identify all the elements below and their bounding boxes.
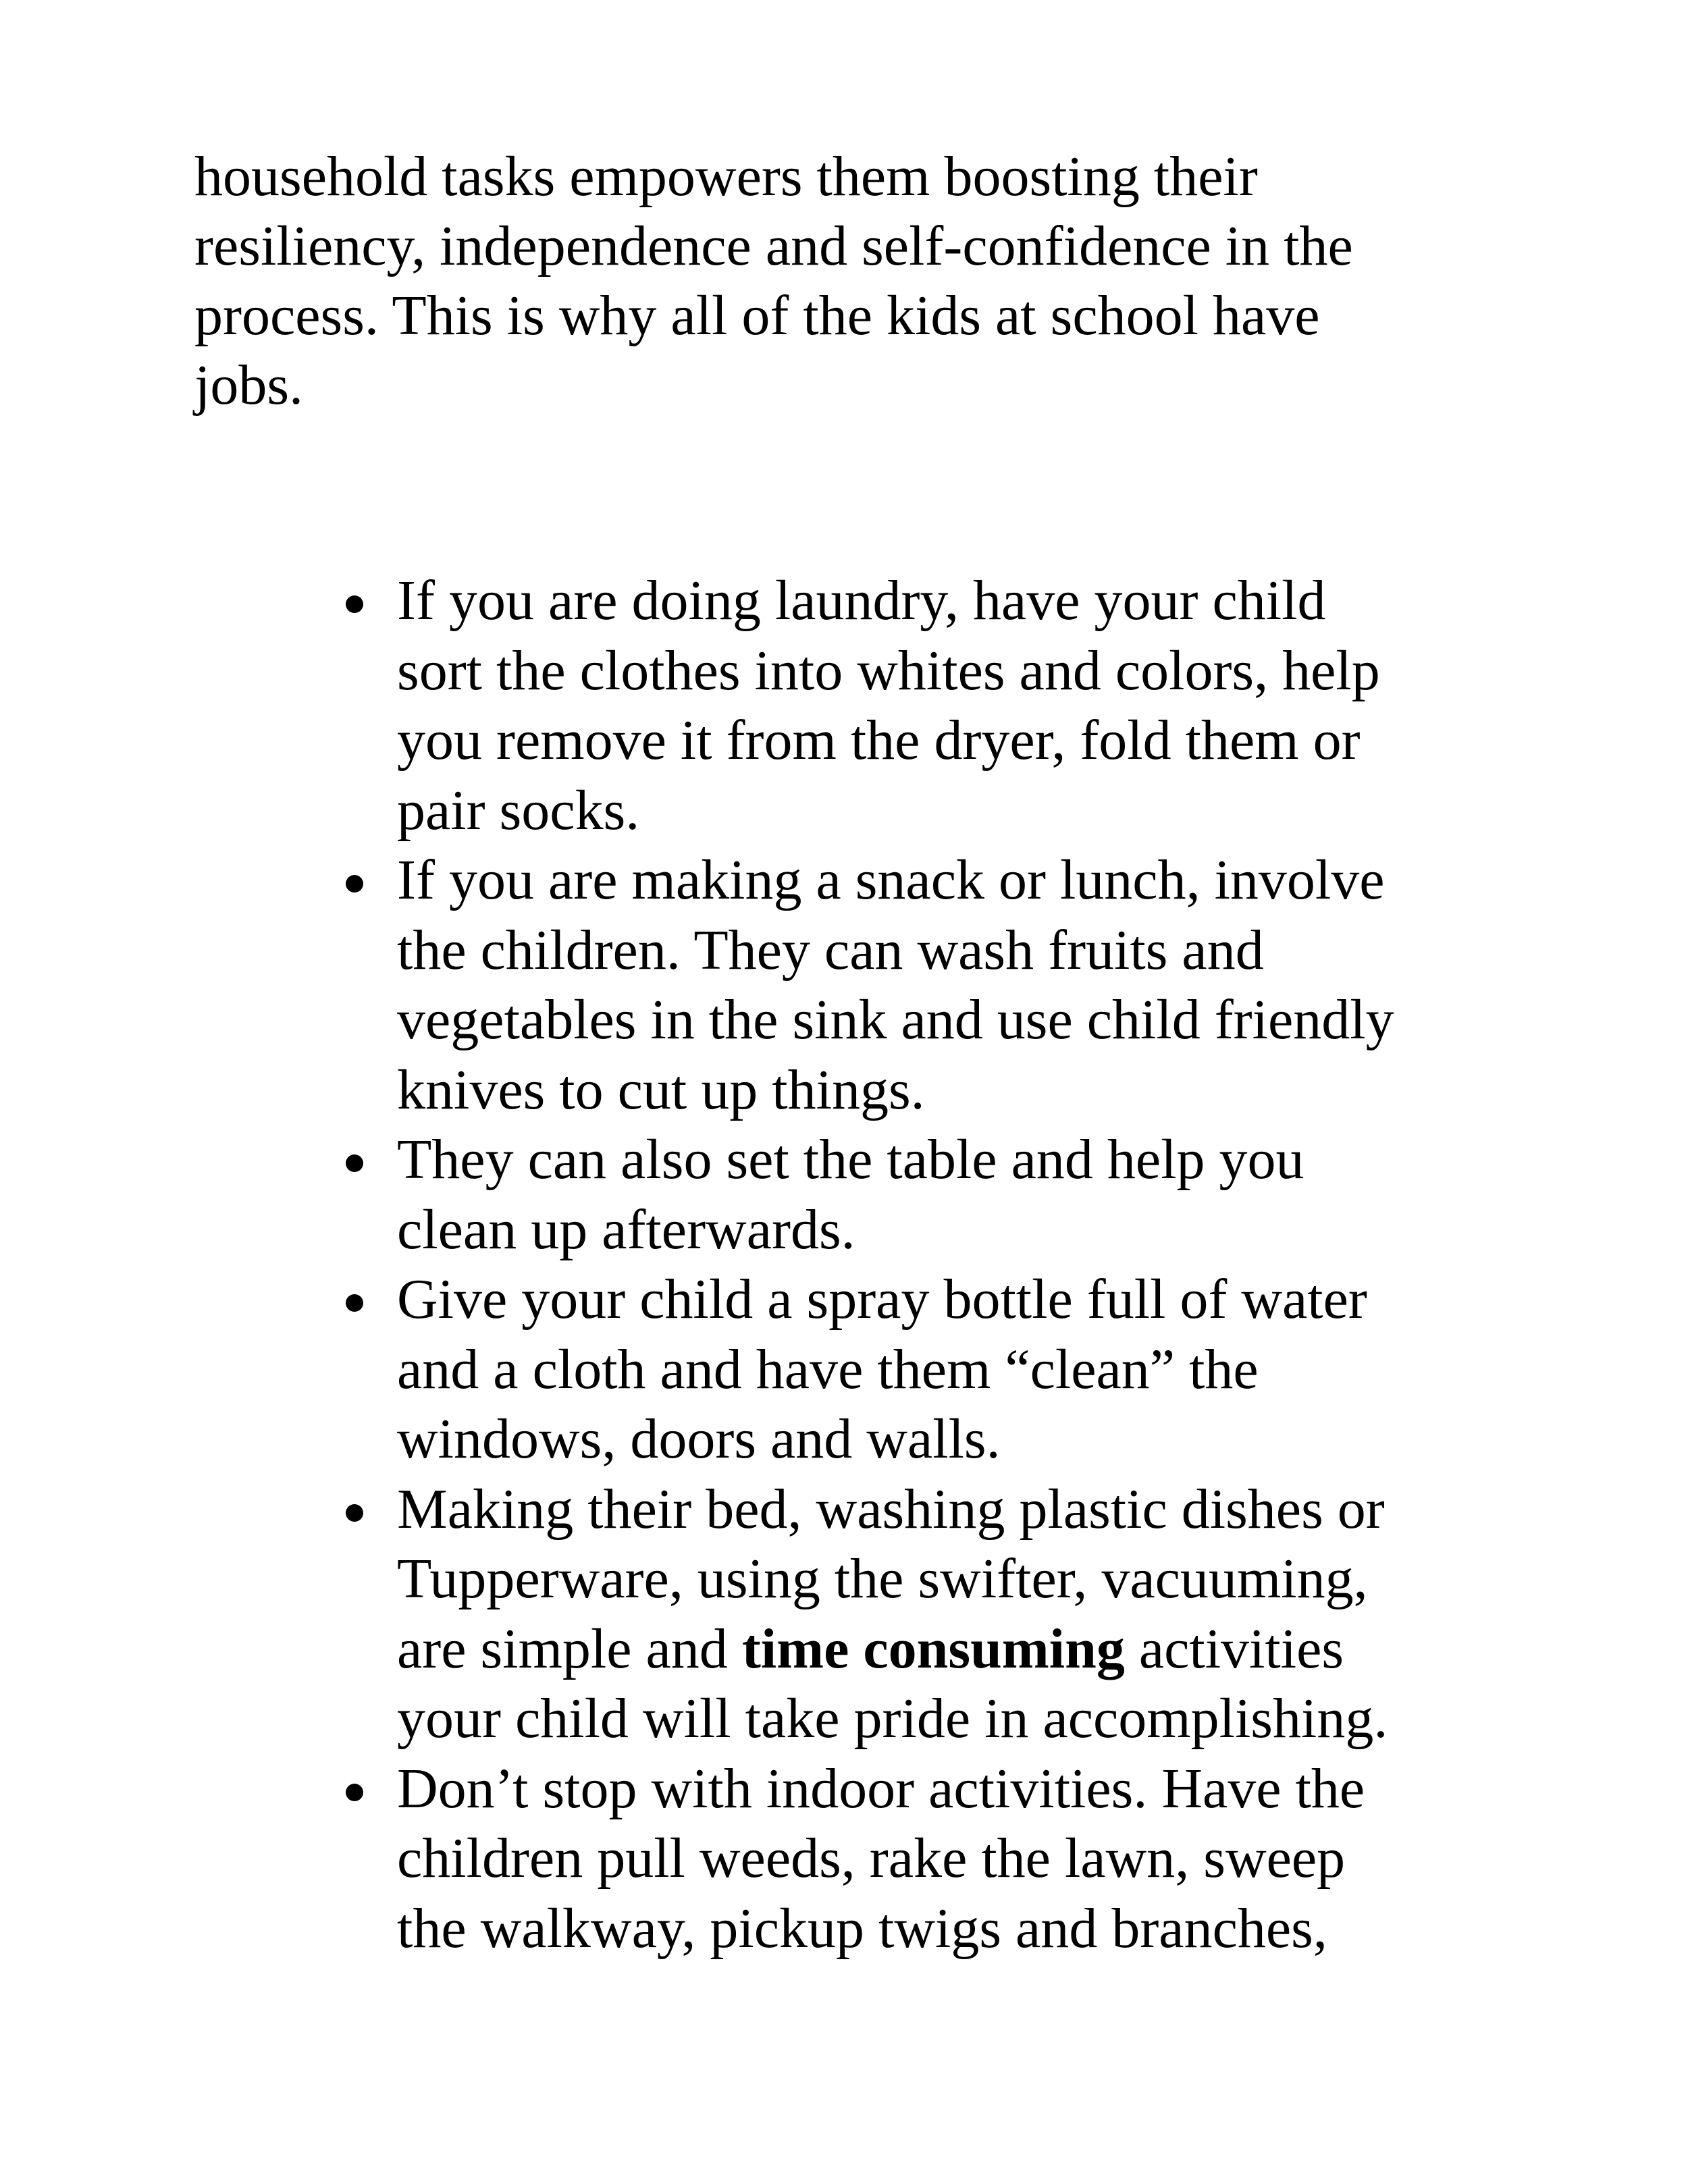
bullet-line: Making their bed, washing plastic dishes or (397, 1477, 1385, 1541)
bullet-item-spray-bottle (344, 1264, 1627, 1474)
bullet-line: Tupperware, using the swifter, vacuuming, (397, 1547, 1368, 1610)
bullet-line: If you are making a snack or lunch, involve (397, 849, 1385, 911)
bullet-line: pair socks. (397, 778, 640, 842)
bullet-line: vegetables in the sink and use child friendly (397, 988, 1394, 1051)
bullet-line: you remove it from the dryer, fold them or (397, 709, 1361, 772)
bullet-line-with-emphasis (397, 1614, 1627, 1684)
bullet-icon (346, 595, 363, 613)
bullet-line: sort the clothes into whites and colors, help (397, 639, 1380, 702)
bullet-item-simple-activities (344, 1474, 1627, 1754)
bullet-line: your child will take pride in accomplishing. (397, 1687, 1388, 1750)
bullet-icon (346, 1504, 363, 1522)
bullet-line: children pull weeds, rake the lawn, sweep (397, 1827, 1346, 1890)
bullet-line: If you are doing laundry, have your child (397, 569, 1326, 632)
intro-line: resiliency, independence and self-confidence in the (194, 215, 1353, 277)
intro-line: process. This is why all of the kids at school have (194, 284, 1320, 347)
bullet-line: They can also set the table and help you (397, 1128, 1304, 1191)
line-end: activities (1124, 1617, 1344, 1680)
bullet-line: and a cloth and have them “clean” the (397, 1337, 1259, 1401)
bold-emphasis: time consuming (741, 1617, 1125, 1680)
bullet-line: knives to cut up things. (397, 1058, 925, 1121)
bullet-line: Don’t stop with indoor activities. Have the (397, 1757, 1365, 1820)
bullet-icon (346, 1294, 363, 1312)
bullet-line: the walkway, pickup twigs and branches, (397, 1896, 1327, 1960)
bullet-item-laundry (344, 566, 1627, 845)
intro-line: household tasks empowers them boosting their (194, 145, 1258, 208)
bullet-line: Give your child a spray bottle full of water (397, 1268, 1367, 1331)
bullet-item-snack (344, 845, 1627, 1125)
bullet-icon (346, 1784, 363, 1801)
bullet-icon (346, 875, 363, 893)
line-start: are simple and (397, 1617, 742, 1680)
bullet-line: windows, doors and walls. (397, 1408, 1001, 1470)
intro-paragraph (194, 142, 1518, 420)
bullet-item-outdoor (344, 1754, 1627, 1964)
chores-bullet-list (344, 566, 1627, 1963)
bullet-item-table (344, 1125, 1627, 1264)
bullet-line: clean up afterwards. (397, 1198, 855, 1261)
bullet-line: the children. They can wash fruits and (397, 918, 1264, 982)
bullet-icon (346, 1154, 363, 1172)
intro-line: jobs. (194, 354, 304, 417)
